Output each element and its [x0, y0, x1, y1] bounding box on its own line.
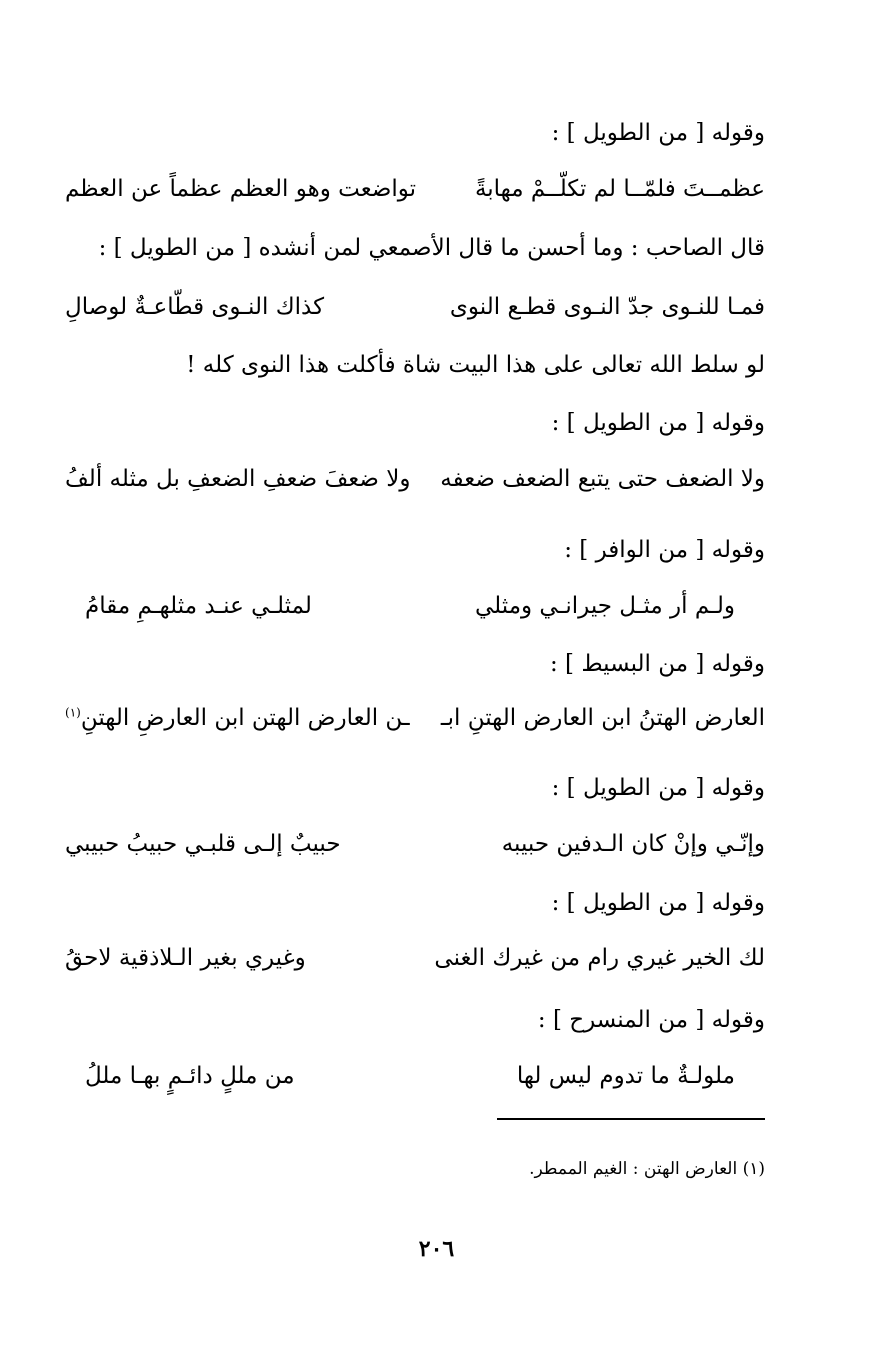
- verse-first-hemistich: ولا الضعف حتى يتبع الضعف ضعفه: [440, 466, 765, 492]
- verse-line: [85, 589, 735, 623]
- verse-line: [65, 290, 765, 324]
- verse-line: [85, 1059, 735, 1093]
- verse-second-hemistich: ولا ضعفَ ضعفِ الضعفِ بل مثله ألفُ: [65, 466, 411, 492]
- verse-second-hemistich: [65, 701, 410, 735]
- footnote: (١) العارض الهتن : الغيم الممطر.: [529, 1159, 765, 1179]
- verse-first-hemistich: ولـم أر مثـل جيرانـي ومثلي: [474, 593, 735, 619]
- verse-second-hemistich: لمثلـي عنـد مثلهـمِ مقامُ: [85, 593, 312, 619]
- verse-line: [65, 172, 765, 206]
- page-number: ٢٠٦: [418, 1236, 455, 1262]
- verse-line: [65, 462, 765, 496]
- poem-heading: وقوله [ من المنسرح ] :: [537, 1007, 765, 1033]
- prose-line: لو سلط الله تعالى على هذا البيت شاة فأكلت هذا النوى كله !: [186, 352, 765, 378]
- verse-second-hemistich: حبيبٌ إلـى قلبـي حبيبُ حبيبي: [65, 831, 341, 857]
- verse-line: [65, 827, 765, 861]
- footnote-reference: (١): [65, 705, 81, 720]
- poem-heading: وقوله [ من البسيط ] :: [549, 651, 765, 677]
- poem-heading: وقوله [ من الطويل ] :: [551, 775, 765, 801]
- verse-second-hemistich-text: ـن العارض الهتن ابن العارضِ الهتنِ: [80, 705, 410, 731]
- poem-heading: وقوله [ من الوافر ] :: [564, 537, 765, 563]
- poem-heading: وقوله [ من الطويل ] :: [551, 120, 765, 146]
- prose-line: قال الصاحب : وما أحسن ما قال الأصمعي لمن أنشده [ من الطويل ] :: [98, 235, 765, 261]
- verse-first-hemistich: فمـا للنـوى جدّ النـوى قطـع النوى: [449, 294, 765, 320]
- poem-heading: وقوله [ من الطويل ] :: [551, 890, 765, 916]
- verse-first-hemistich: وإنّـي وإنْ كان الـدفين حبيبه: [501, 831, 765, 857]
- poem-heading: وقوله [ من الطويل ] :: [551, 410, 765, 436]
- verse-line: [65, 701, 765, 735]
- verse-first-hemistich: ملولـةٌ ما تدوم ليس لها: [516, 1063, 735, 1089]
- verse-line: [65, 941, 765, 975]
- verse-second-hemistich: تواضعت وهو العظم عظماً عن العظم: [65, 176, 417, 202]
- verse-second-hemistich: وغيري بغير الـلاذقية لاحقُ: [65, 945, 306, 971]
- verse-first-hemistich: لك الخير غيري رام من غيرك الغنى: [434, 945, 765, 971]
- footnote-divider: [497, 1118, 765, 1120]
- verse-first-hemistich: عظمــتَ فلمّــا لم تكلّــمْ مهابةً: [474, 176, 765, 202]
- verse-first-hemistich: العارض الهتنُ ابن العارض الهتنِ ابـ: [440, 705, 765, 731]
- verse-second-hemistich: من مللٍ دائـمٍ بهـا مللُ: [85, 1063, 295, 1089]
- verse-second-hemistich: كذاك النـوى قطّاعـةٌ لوصالِ: [65, 294, 325, 320]
